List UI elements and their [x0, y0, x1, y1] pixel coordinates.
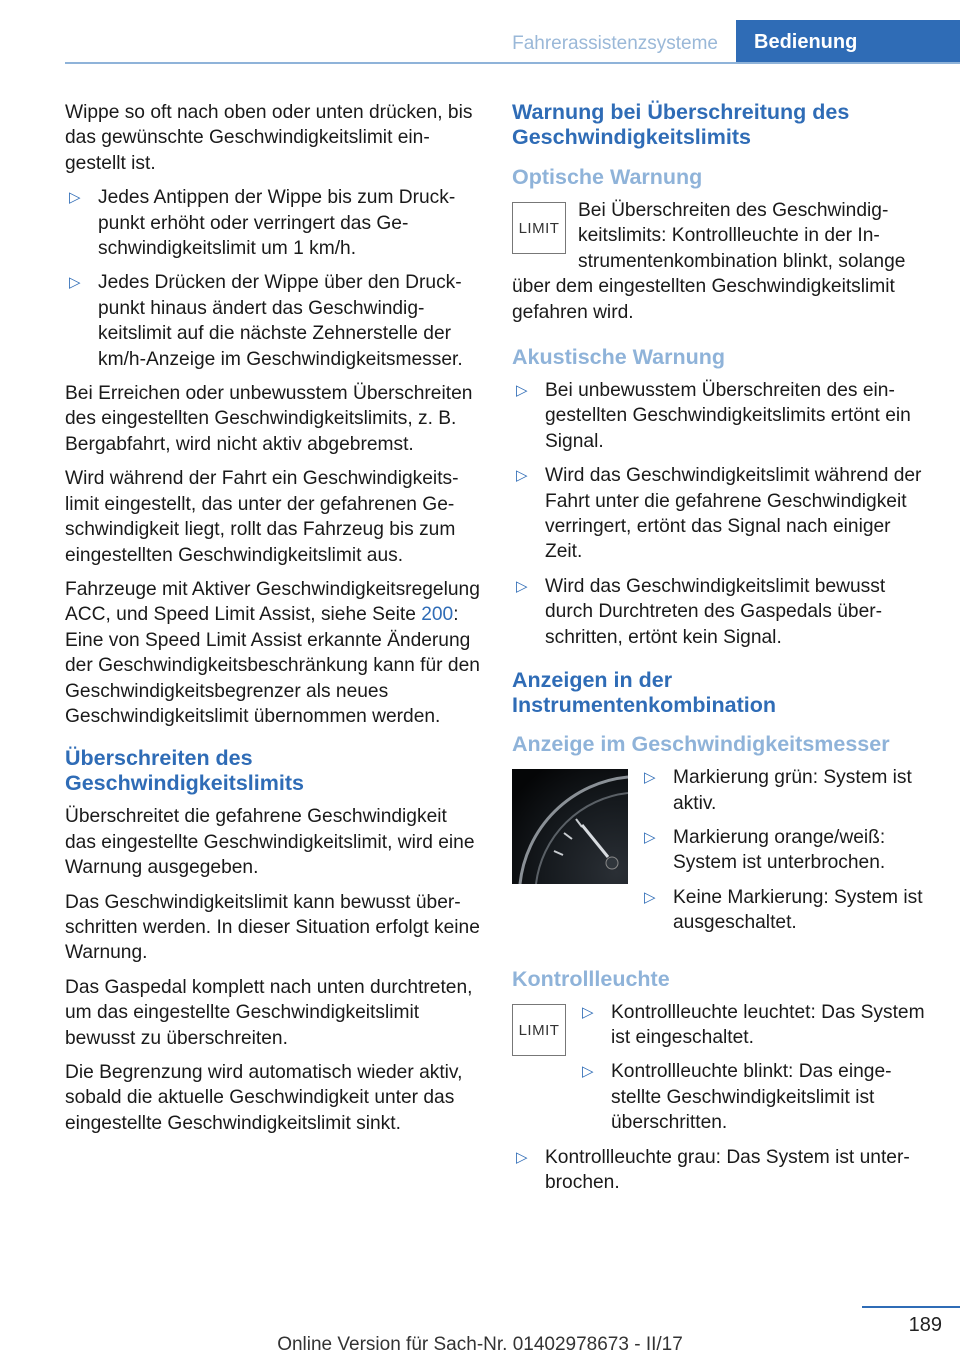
footer-rule: [862, 1306, 960, 1308]
paragraph: Wird während der Fahrt ein Geschwindigkeitslimit eingestellt, das unter der gefahrenen Geschwindigkeit liegt, rollt das Fahrzeug bis zum eingestellten Geschwindigkeitslimit aus.: [65, 468, 459, 566]
speedometer-image: [512, 769, 628, 884]
page-reference-link[interactable]: 200: [421, 604, 454, 626]
header-section: Fahrerassistenzsysteme: [512, 33, 718, 54]
paragraph: Wippe so oft nach oben oder unten drücken, bis das gewünschte Geschwindigkeitslimit eingestellt ist.: [65, 102, 473, 174]
bullet-triangle-icon: ▷: [516, 467, 528, 485]
list-item: [512, 463, 930, 565]
subsection-heading: Akustische Warnung: [512, 345, 726, 370]
section-heading: Anzeigen in der Instrumentenkombination: [512, 668, 776, 718]
left-column: [65, 100, 481, 1145]
list-item: [512, 378, 930, 454]
indicator-lamp-block: [512, 1000, 930, 1145]
bullet-triangle-icon: ▷: [644, 828, 656, 846]
paragraph: Überschreitet die gefahrene Geschwindigkeit das eingestellte Geschwindigkeitslimit, wird eine Warnung ausgegeben.: [65, 806, 475, 879]
paragraph: Das Geschwindigkeitslimit kann bewusst überschritten werden. In dieser Situation erfolgt keine Warnung.: [65, 891, 480, 964]
section-heading: Warnung bei Überschreitung des Geschwindigkeitslimits: [512, 100, 850, 149]
bullet-triangle-icon: ▷: [516, 577, 528, 595]
subsection-heading: Kontrollleuchte: [512, 966, 670, 991]
bullet-triangle-icon: ▷: [644, 888, 656, 906]
page-number: 189: [908, 1314, 942, 1336]
list-item-text: Jedes Antippen der Wippe bis zum Druckpunkt erhöht oder verringert das Geschwindigkeitslimit um 1 km/h.: [98, 187, 456, 260]
section-heading: Überschreiten des Geschwindigkeitslimits: [65, 746, 304, 796]
list-item-text: Wird das Geschwindigkeitslimit bewusst durch Durchtreten des Gaspedals überschritten, ertönt kein Signal.: [545, 575, 886, 648]
paragraph: Die Begrenzung wird automatisch wieder aktiv, sobald die aktuelle Geschwindigkeit unter das eingestellte Geschwindigkeitslimit sinkt.: [65, 1062, 463, 1134]
bullet-triangle-icon: ▷: [69, 189, 81, 207]
speedometer-block: [512, 765, 930, 944]
paragraph: Das Gaspedal komplett nach unten durchtreten, um das eingestellte Geschwindigkeitslimit bewusst zu überschreiten.: [65, 976, 473, 1049]
list-item-text: Kontrollleuchte leuchtet: Das System ist eingeschaltet.: [611, 1001, 925, 1048]
list-item: [65, 185, 481, 261]
paragraph: [65, 577, 481, 729]
list-item: [640, 765, 930, 816]
list-item: [512, 574, 930, 650]
list-item-text: Wird das Geschwindigkeitslimit während der Fahrt unter die gefahrene Geschwindigkeit verringert, ertönt das Signal nach einiger Zeit.: [545, 465, 922, 563]
header-tab: Bedienung: [736, 20, 960, 62]
list-item: [640, 885, 930, 936]
bullet-triangle-icon: ▷: [516, 382, 528, 400]
optic-warning-block: [512, 198, 930, 325]
limit-indicator-icon: LIMIT: [512, 202, 566, 254]
online-version-note: Online Version für Sach-Nr. 01402978673 - II/17: [277, 1334, 683, 1355]
paragraph-text: Fahrzeuge mit Aktiver Geschwindigkeitsregelung ACC, und Speed Limit Assist, siehe Seite: [65, 578, 480, 626]
subsection-heading: Anzeige im Geschwindigkeitsmesser: [512, 732, 890, 757]
bullet-triangle-icon: ▷: [582, 1003, 594, 1021]
list-item-text: Markierung orange/weiß: System ist unterbrochen.: [673, 826, 886, 874]
right-column: [512, 100, 930, 1204]
bullet-triangle-icon: ▷: [516, 1148, 528, 1166]
limit-indicator-icon: LIMIT: [512, 1004, 566, 1056]
subsection-heading: Optische Warnung: [512, 165, 703, 189]
list-item-text: Kontrollleuchte blinkt: Das eingestellte Geschwindigkeitslimit ist überschritten.: [611, 1061, 892, 1134]
bullet-triangle-icon: ▷: [69, 274, 81, 292]
list-item: [578, 1000, 930, 1051]
bullet-triangle-icon: ▷: [644, 769, 656, 787]
paragraph: Bei Überschreiten des Geschwindigkeitslimits: Kontrollleuchte in der Instrumentenkombination blinkt, solange über dem eingestellten Geschwindigkeitslimit gefahren wird.: [512, 200, 906, 323]
paragraph-text: : Eine von Speed Limit Assist erkannte Änderung der Geschwindigkeitsbeschränkung kann für den Geschwindigkeitsbegrenzer als neues Geschwindigkeitslimit übernommen werden.: [65, 604, 480, 727]
paragraph: Bei Erreichen oder unbewusstem Überschreiten des eingestellten Geschwindigkeitslimits, z. B. Bergabfahrt, wird nicht aktiv abgebremst.: [65, 383, 473, 455]
list-item: [578, 1059, 930, 1135]
list-item: [65, 270, 481, 372]
header-rule: [65, 62, 960, 64]
list-item: [640, 825, 930, 876]
list-item-text: Bei unbewusstem Überschreiten des eingestellten Geschwindigkeitslimits ertönt ein Signal.: [545, 380, 911, 452]
list-item-text: Markierung grün: System ist aktiv.: [673, 767, 912, 814]
bullet-triangle-icon: ▷: [582, 1063, 594, 1081]
list-item-text: Kontrollleuchte grau: Das System ist unterbrochen.: [545, 1146, 910, 1193]
list-item: [512, 1145, 930, 1196]
list-item-text: Keine Markierung: System ist ausgeschaltet.: [673, 886, 923, 934]
list-item-text: Jedes Drücken der Wippe über den Druckpunkt hinaus ändert das Geschwindigkeitslimit auf die nächste Zehnerstelle der km/h-Anzeige im Geschwindigkeitsmesser.: [98, 272, 463, 370]
